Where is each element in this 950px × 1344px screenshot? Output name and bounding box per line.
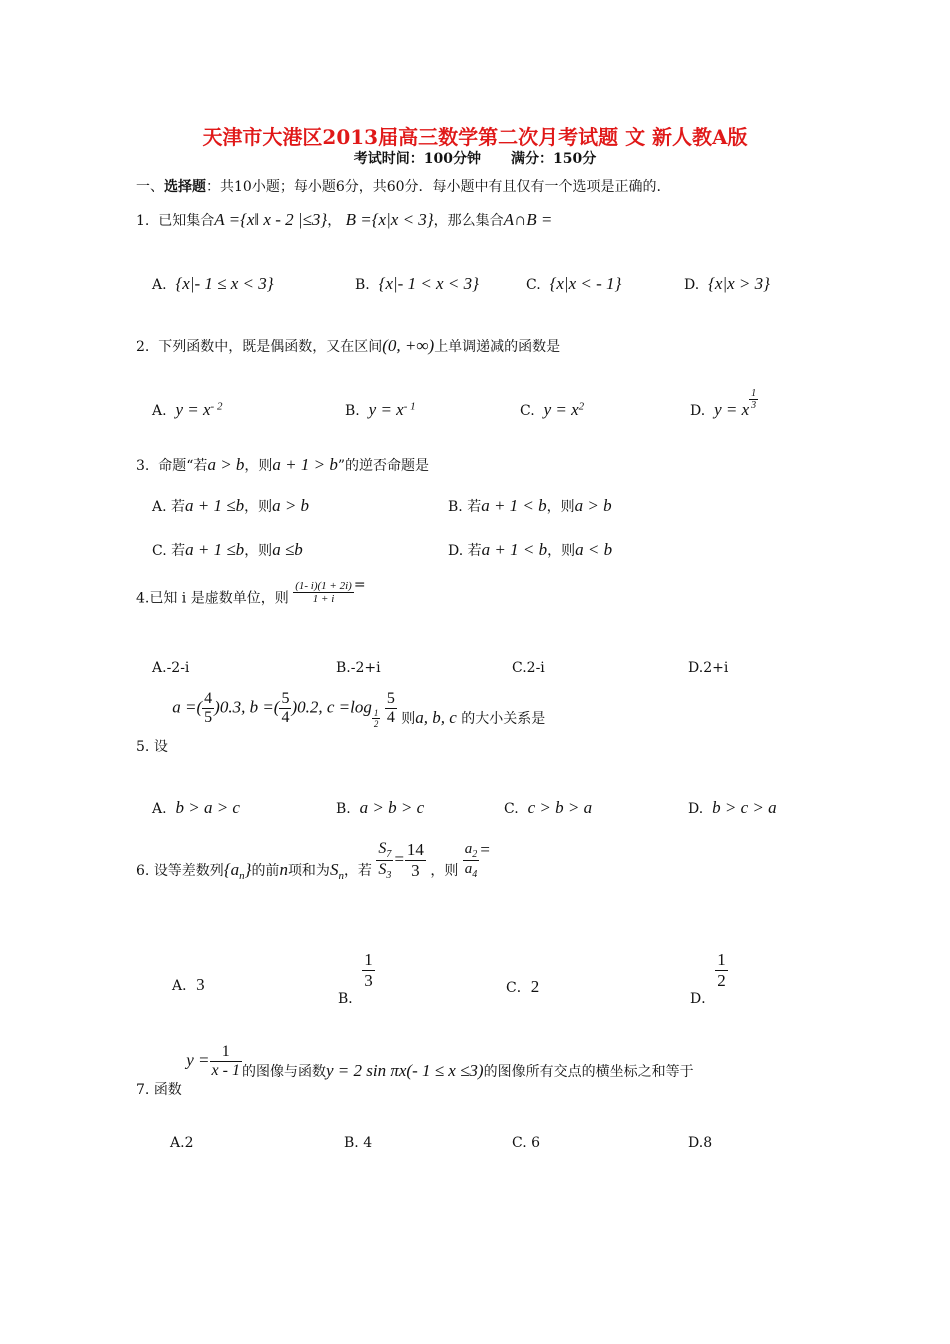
q1-option-a[interactable]: A. {x|- 1 ≤ x < 3}: [152, 274, 274, 293]
exam-score: 满分：150分: [511, 151, 597, 167]
q5-option-c[interactable]: C. c > b > a: [504, 798, 593, 817]
q3-option-d[interactable]: D. 若a + 1 < b，则a < b: [448, 540, 613, 559]
q7-option-a[interactable]: A.2: [170, 1135, 194, 1151]
question-5: 5. 设 a =( $\frac{4}{5}$ )0.3, b =( $\frac{5}{4}$ )0.2, c =log $\frac{1}{2}$ $\frac{5}{4}$ 则a, b, c 的大小关系是: [136, 690, 546, 755]
question-1: 1. 已知集合A ={x‖ x - 2 |≤3}， B ={x|x < 3}，那么集合A∩B =: [136, 210, 553, 229]
question-4: 4.已知 i 是虚数单位，则 $\frac{(1- i)(1 + 2i)}{1 + i}$ =: [136, 576, 366, 607]
q6-option-a[interactable]: A．3: [172, 975, 205, 994]
exam-subtitle: [0, 148, 950, 168]
q2-option-c[interactable]: C. $y = x^2$: [520, 400, 585, 419]
q3-option-a[interactable]: A. 若a + 1 ≤b，则a > b: [152, 496, 310, 515]
question-7: 7. 函数 y = $\frac{1}{x - 1}$ 的图像与函数y = 2 sin πx(- 1 ≤ x ≤3)的图像所有交点的横坐标之和等于: [136, 1043, 694, 1098]
q4-option-d[interactable]: D.2+i: [688, 660, 729, 676]
q4-option-a[interactable]: A.-2-i: [152, 660, 190, 676]
q1-option-c[interactable]: C. {x|x < - 1}: [526, 274, 622, 293]
q2-option-a[interactable]: A. $y = x^{- 2}$: [152, 400, 223, 419]
question-6: 6. 设等差数列$\{a_n\}$的前n项和为$S_n$，若 $\frac{S_7}{S_3}$ = $\frac{14}{3}$ ，则 $\frac{a_2}{a_4}$ =: [136, 839, 491, 882]
q3-option-c[interactable]: C. 若a + 1 ≤b，则a ≤b: [152, 540, 303, 559]
q5-option-a[interactable]: A. b > a > c: [152, 798, 240, 817]
q7-option-d[interactable]: D.8: [688, 1135, 713, 1151]
q1-option-b[interactable]: B. {x|- 1 < x < 3}: [355, 274, 479, 293]
q4-option-c[interactable]: C.2-i: [512, 660, 545, 676]
section-header: 一、选择题：共10小题；每小题6分，共60分．每小题中有且仅有一个选项是正确的.: [136, 179, 661, 195]
q2-option-d[interactable]: D. y = x $\frac{1}{3}$: [690, 388, 757, 419]
q1-option-d[interactable]: D. {x|x > 3}: [684, 274, 770, 293]
q6-option-b[interactable]: B． $\frac{1}{3}$: [338, 950, 373, 1007]
q7-option-c[interactable]: C. 6: [512, 1135, 541, 1151]
q4-option-b[interactable]: B.-2+i: [336, 660, 381, 676]
q6-option-d[interactable]: D． $\frac{1}{2}$: [690, 950, 726, 1007]
q7-option-b[interactable]: B. 4: [344, 1135, 373, 1151]
q5-option-d[interactable]: D. b > c > a: [688, 798, 777, 817]
exam-title: 天津市大港区2013届高三数学第二次月考试题 文 新人教A版: [202, 125, 748, 149]
q3-option-b[interactable]: B. 若a + 1 < b，则a > b: [448, 496, 612, 515]
q6-option-c[interactable]: C．2: [506, 977, 540, 996]
q5-option-b[interactable]: B. a > b > c: [336, 798, 425, 817]
exam-time: 考试时间：100分钟: [353, 151, 481, 167]
q2-option-b[interactable]: B. $y = x^{- 1}$: [345, 400, 416, 419]
question-3: 3. 命题“若a > b，则a + 1 > b”的逆否命题是: [136, 455, 430, 474]
question-2: 2. 下列函数中，既是偶函数，又在区间(0, +∞)上单调递减的函数是: [136, 336, 561, 355]
